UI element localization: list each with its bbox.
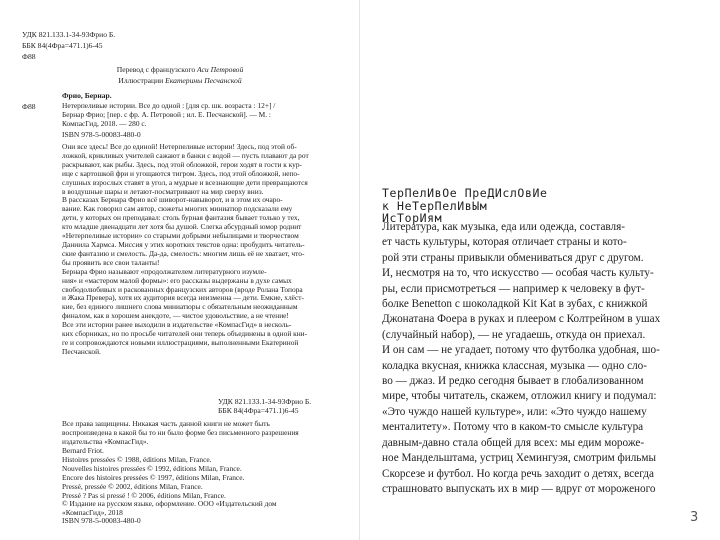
catalog-entry: Нетерпеливые истории. Все до одной : [для ср. шк. возраста : 12+] / Бернар Фрио; [пер. с фр. А. Петровой ; ил. Е. Песчанской]. — М. : КомпасГид, 2018. — 280 с.: [62, 101, 276, 128]
illustrator-name: Екатерины Песчанской: [165, 76, 242, 85]
translation-prefix: Перевод с французского: [116, 65, 196, 74]
preface-heading: ТерПелИвОе ПреДИслОвИе к НеТерПелИвЫм ИсТорИям: [382, 186, 548, 225]
bbk-code: ББК 84(4Фра=471.1)6-45: [22, 41, 103, 50]
illustration-credit: [0, 76, 360, 85]
author-sign-code: Ф88: [22, 52, 36, 61]
rights-notice: Все права защищены. Никакая часть данной книги не может быть воспроизведена в какой бы то ни было форме без письменного разрешения издательства «КомпасГид».: [62, 419, 299, 446]
catalog-isbn: ISBN 978-5-00083-480-0: [62, 130, 141, 139]
footer-isbn: ISBN 978-5-00083-480-0: [62, 516, 141, 525]
annotation-text: Они все здесь! Все до единой! Нетерпеливые истории! Здесь, под этой об- ложкой, крикливых учителей сажают в банки с водой — пусть плавают да рот раскрывают, как рыбы. Здесь, под этой обложкой, герои ходят в гости к кур- ице с картошкой фри и угощаются тигром. Здесь, под этой обложкой, непо- слушных взрослых ставят в угол, а мудрые и всезнающие дети превращаются в воздушные шары и летают-посматривают на мир сверху вниз. В рассказах Бернара Фрио всё шиворот-навыворот, и в этом их очаро- вание. Как говорил сам автор, сюжеты многих миниатюр подсказали ему дети, у которых он преподавал: столь бурная фантазия бывает только у тех, кто младше двенадцати лет хотя бы душой. Слегка абсурдный юмор роднит «Нетерпеливые истории» со старыми добрыми небылицами и творчеством Даниила Хармса. Миссия у этих коротких текстов одна: пробудить читатель- ские фантазию и смелость. Да-да, смелость: многим лишь её не хватает, что- бы проявить все свои таланты! Бернара Фрио называют «продолжателем литературного изумле- ния» и «мастером малой формы»: его рассказы выдержаны в духе самых свободолюбивых и раскованных французских авторов (вроде Ролана Топора и Жака Превера), хотя их аудитория всегда неизменна — дети. Емкие, хлёст- кие, без единого лишнего слова миниатюры с обязательным неожиданным финалом, как в хорошем анекдоте, — чистое удовольствие, а не чтение! Все эти истории ранее выходили в издательстве «КомпасГид» в несколь- ких сборниках, но по просьбе читателей они теперь объединены в одной кни- ге и сопровождаются новыми иллюстрациями, выполненными Екатериной Песчанской.: [62, 142, 309, 356]
udk-code: УДК 821.133.1-34-93Фрио Б.: [22, 30, 116, 39]
udk-code-repeat: УДК 821.133.1-34-93Фрио Б.: [218, 397, 312, 406]
catalog-margin-code: Ф88: [22, 102, 36, 111]
illustrations-prefix: Иллюстрации: [118, 76, 164, 85]
preface-body: Литература, как музыка, еда или одежда, составля- ет часть культуры, которая отличает страны и кото- рой эти страны привыкли обмениваться друг с другом. И, несмотря на то, что искусство — особая часть культу- ры, если присмотреться — например к человеку в фут- болке Benetton с шоколадкой Kit Kat в зубах, с книжкой Джонатана Фоера в руках и плеером с Колтрейном в ушах (случайный набор), — не угадаешь, откуда он приехал. И он сам — не угадает, потому что футболка удобная, шо- коладка вкусная, книжка классная, музыка — одно сло- во — джаз. И редко сегодня бывает в глобализованном мире, чтобы читатель, скажем, отложил книгу и подумал: «Это чуждо нашей культуре», или: «Это чуждо нашему менталитету». Потому что в каком-то смысле культура давным-давно стала общей для всех: мы едим мороже- ное Мандельштама, устриц Хемингуэя, смотрим фильмы Скорсезе и футбол. Но когда речь заходит о детях, всегда страшновато выпускать их в мир — вдруг от мороженого: [382, 221, 661, 495]
catalog-author: Фрио, Бернар.: [62, 91, 112, 100]
right-page: [360, 0, 720, 540]
translation-credit: [0, 65, 360, 74]
page-number: 3: [690, 510, 699, 525]
translator-name: Аси Петровой: [197, 65, 244, 74]
bbk-code-repeat: ББК 84(4Фра=471.1)6-45: [218, 406, 299, 415]
copyright-list: Bernard Friot. Histoires pressées © 1988, éditions Milan, France. Nouvelles histoires pressées © 1992, éditions Milan, France. Encore des histoires pressées © 1997, éditions Milan, France. Pressé, pressée © 2002, éditions Milan, France. Pressé ? Pas si pressé ! © 2006, éditions Milan, France. © Издание на русском языке, оформление. ООО «Издательский дом «КомпасГид», 2018: [62, 446, 277, 518]
